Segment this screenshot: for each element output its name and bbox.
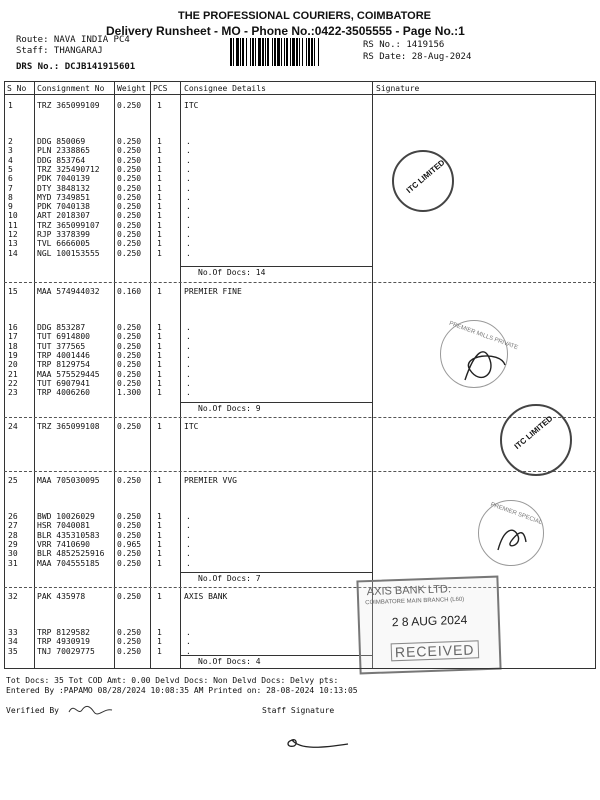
cell-cno: MYD 7349851 bbox=[37, 192, 90, 202]
route-label: Route: NAVA INDIA PC4 bbox=[16, 35, 130, 45]
docs-count: No.Of Docs: 14 bbox=[198, 268, 266, 277]
table-row bbox=[0, 637, 600, 646]
consignee-dot: . bbox=[186, 202, 191, 212]
docs-separator bbox=[180, 572, 372, 573]
cell-pcs: 1 bbox=[157, 512, 162, 521]
cell-pcs: 1 bbox=[157, 287, 162, 296]
cell-pcs: 1 bbox=[157, 332, 162, 342]
cell-sno: 26 bbox=[8, 512, 18, 521]
itc-stamp-2: ITC LIMITED bbox=[500, 404, 572, 476]
cell-consignee: ITC bbox=[184, 101, 199, 110]
cell-pcs: 1 bbox=[157, 341, 162, 351]
consignee-dot: . bbox=[186, 174, 191, 184]
cell-sno: 1 bbox=[8, 101, 13, 110]
cell-cno: VRR 7410690 bbox=[37, 539, 90, 549]
cell-pcs: 1 bbox=[157, 164, 162, 174]
docs-separator bbox=[180, 655, 372, 656]
cell-sno: 34 bbox=[8, 637, 18, 647]
cell-pcs: 1 bbox=[157, 521, 162, 531]
consignee-dot: . bbox=[186, 155, 191, 165]
table-row bbox=[0, 146, 600, 155]
verified-by-label: Verified By bbox=[6, 706, 59, 715]
cell-sno: 15 bbox=[8, 287, 18, 296]
consignee-dot: . bbox=[186, 350, 191, 360]
group-separator bbox=[4, 587, 596, 588]
consignee-dot: . bbox=[186, 530, 191, 540]
cell-cno: TRP 8129582 bbox=[37, 628, 90, 637]
docs-count: No.Of Docs: 9 bbox=[198, 404, 261, 413]
cell-pcs: 1 bbox=[157, 137, 162, 146]
consignee-dot: . bbox=[186, 323, 191, 332]
group-separator bbox=[4, 282, 596, 283]
cell-pcs: 1 bbox=[157, 239, 162, 249]
signature-premier-vvg bbox=[494, 520, 530, 556]
table-row bbox=[0, 370, 600, 379]
cell-sno: 9 bbox=[8, 202, 13, 212]
cell-sno: 25 bbox=[8, 476, 18, 485]
table-row bbox=[0, 211, 600, 220]
cell-pcs: 1 bbox=[157, 183, 162, 193]
docs-count: No.Of Docs: 4 bbox=[198, 657, 261, 666]
cell-pcs: 1 bbox=[157, 369, 162, 379]
cell-wt: 0.250 bbox=[117, 378, 142, 388]
cell-pcs: 1 bbox=[157, 549, 162, 559]
cell-cno: TRP 4006260 bbox=[37, 388, 90, 398]
cell-cno: TRZ 365099108 bbox=[37, 422, 100, 431]
cell-cno: MAA 575529445 bbox=[37, 369, 100, 379]
consignee-dot: . bbox=[186, 388, 191, 398]
consignee-dot: . bbox=[186, 637, 191, 647]
cell-sno: 8 bbox=[8, 192, 13, 202]
consignee-dot: . bbox=[186, 146, 191, 156]
cell-wt: 0.250 bbox=[117, 183, 142, 193]
cell-cno: PAK 435978 bbox=[37, 592, 86, 601]
cell-pcs: 1 bbox=[157, 323, 162, 332]
cell-pcs: 1 bbox=[157, 350, 162, 360]
cell-pcs: 1 bbox=[157, 539, 162, 549]
cell-wt: 0.250 bbox=[117, 628, 142, 637]
signature-premier-fine bbox=[460, 340, 510, 390]
company-title: THE PROFESSIONAL COURIERS, COIMBATORE bbox=[178, 10, 432, 22]
table-row bbox=[0, 287, 600, 296]
cell-pcs: 1 bbox=[157, 646, 162, 656]
table-row bbox=[0, 360, 600, 369]
cell-pcs: 1 bbox=[157, 637, 162, 647]
cell-cno: PDK 7040138 bbox=[37, 202, 90, 212]
cell-pcs: 1 bbox=[157, 388, 162, 398]
cell-sno: 2 bbox=[8, 137, 13, 146]
cell-pcs: 1 bbox=[157, 211, 162, 221]
cell-cno: PLN 2338865 bbox=[37, 146, 90, 156]
table-bottom-border bbox=[4, 668, 596, 669]
cell-pcs: 1 bbox=[157, 192, 162, 202]
cell-pcs: 1 bbox=[157, 558, 162, 568]
cell-wt: 0.250 bbox=[117, 341, 142, 351]
table-row bbox=[0, 221, 600, 230]
cell-cno: TRP 4930919 bbox=[37, 637, 90, 647]
cell-consignee: AXIS BANK bbox=[184, 592, 228, 601]
cell-wt: 0.250 bbox=[117, 164, 142, 174]
cell-sno: 5 bbox=[8, 164, 13, 174]
cell-sno: 18 bbox=[8, 341, 18, 351]
cell-wt: 0.250 bbox=[117, 646, 142, 656]
consignee-dot: . bbox=[186, 239, 191, 249]
premier-fine-stamp: PREMIER MILLS PRIVATE bbox=[440, 320, 508, 388]
cell-sno: 31 bbox=[8, 558, 18, 568]
cell-sno: 20 bbox=[8, 360, 18, 370]
consignee-dot: . bbox=[186, 332, 191, 342]
cell-cno: TRZ 365099107 bbox=[37, 220, 100, 230]
cell-sno: 12 bbox=[8, 230, 18, 239]
cell-wt: 0.250 bbox=[117, 192, 142, 202]
cell-consignee: PREMIER FINE bbox=[184, 287, 242, 296]
table-row bbox=[0, 184, 600, 193]
cell-pcs: 1 bbox=[157, 202, 162, 212]
cell-pcs: 1 bbox=[157, 422, 162, 431]
col-header-consignee: Consignee Details bbox=[184, 84, 266, 93]
staff-signature bbox=[282, 728, 352, 758]
itc-stamp-1: ITC LIMITED bbox=[392, 150, 454, 212]
cell-wt: 1.300 bbox=[117, 388, 142, 398]
cell-wt: 0.250 bbox=[117, 248, 142, 258]
cell-wt: 0.250 bbox=[117, 202, 142, 212]
consignee-dot: . bbox=[186, 220, 191, 230]
cell-sno: 4 bbox=[8, 155, 13, 165]
group-separator bbox=[4, 471, 596, 472]
table-row bbox=[0, 323, 600, 332]
col-header-weight: Weight bbox=[117, 84, 146, 93]
consignee-dot: . bbox=[186, 558, 191, 568]
cell-wt: 0.250 bbox=[117, 476, 142, 485]
cell-cno: BLR 435310583 bbox=[37, 530, 100, 540]
cell-pcs: 1 bbox=[157, 530, 162, 540]
cell-sno: 16 bbox=[8, 323, 18, 332]
cell-sno: 10 bbox=[8, 211, 18, 221]
cell-wt: 0.250 bbox=[117, 549, 142, 559]
consignee-dot: . bbox=[186, 646, 191, 656]
consignee-dot: . bbox=[186, 192, 191, 202]
cell-wt: 0.965 bbox=[117, 539, 142, 549]
consignee-dot: . bbox=[186, 183, 191, 193]
table-row bbox=[0, 174, 600, 183]
cell-sno: 13 bbox=[8, 239, 18, 249]
drs-number: DRS No.: DCJB141915601 bbox=[16, 62, 136, 72]
cell-pcs: 1 bbox=[157, 155, 162, 165]
cell-wt: 0.250 bbox=[117, 220, 142, 230]
table-row bbox=[0, 249, 600, 258]
cell-wt: 0.250 bbox=[117, 521, 142, 531]
cell-cno: TUT 6907941 bbox=[37, 378, 90, 388]
cell-wt: 0.250 bbox=[117, 512, 142, 521]
cell-cno: MAA 705030095 bbox=[37, 476, 100, 485]
runsheet-title: Delivery Runsheet - MO - Phone No.:0422-3505555 - Page No.:1 bbox=[106, 24, 465, 38]
cell-cno: MAA 704555185 bbox=[37, 558, 100, 568]
col-header-sno: S No bbox=[7, 84, 27, 93]
cell-sno: 6 bbox=[8, 174, 13, 184]
rs-date: RS Date: 28-Aug-2024 bbox=[363, 52, 472, 62]
cell-sno: 21 bbox=[8, 369, 18, 379]
cell-cno: TUT 377565 bbox=[37, 341, 86, 351]
cell-sno: 22 bbox=[8, 378, 18, 388]
consignee-dot: . bbox=[186, 628, 191, 637]
cell-wt: 0.250 bbox=[117, 155, 142, 165]
cell-sno: 23 bbox=[8, 388, 18, 398]
table-row bbox=[0, 202, 600, 211]
cell-sno: 28 bbox=[8, 530, 18, 540]
consignee-dot: . bbox=[186, 369, 191, 379]
cell-pcs: 1 bbox=[157, 248, 162, 258]
cell-wt: 0.250 bbox=[117, 637, 142, 647]
consignee-dot: . bbox=[186, 164, 191, 174]
cell-pcs: 1 bbox=[157, 220, 162, 230]
col-header-consignment: Consignment No bbox=[37, 84, 105, 93]
table-row bbox=[0, 388, 600, 397]
staff-label: Staff: THANGARAJ bbox=[16, 46, 103, 56]
cell-wt: 0.250 bbox=[117, 422, 142, 431]
cell-cno: TVL 6666005 bbox=[37, 239, 90, 249]
table-row bbox=[0, 193, 600, 202]
verified-signature bbox=[66, 700, 116, 720]
cell-wt: 0.250 bbox=[117, 350, 142, 360]
cell-cno: PDK 7040139 bbox=[37, 174, 90, 184]
premier-vvg-stamp: PREMIER SPECIAL bbox=[478, 500, 544, 566]
cell-pcs: 1 bbox=[157, 230, 162, 239]
cell-pcs: 1 bbox=[157, 360, 162, 370]
cell-sno: 24 bbox=[8, 422, 18, 431]
cell-wt: 0.160 bbox=[117, 287, 142, 296]
table-row bbox=[0, 592, 600, 601]
table-row bbox=[0, 628, 600, 637]
cell-wt: 0.250 bbox=[117, 174, 142, 184]
cell-pcs: 1 bbox=[157, 628, 162, 637]
cell-sno: 17 bbox=[8, 332, 18, 342]
cell-sno: 32 bbox=[8, 592, 18, 601]
cell-cno: DDG 853764 bbox=[37, 155, 86, 165]
cell-consignee: ITC bbox=[184, 422, 199, 431]
table-row bbox=[0, 156, 600, 165]
consignee-dot: . bbox=[186, 360, 191, 370]
cell-sno: 33 bbox=[8, 628, 18, 637]
consignee-dot: . bbox=[186, 539, 191, 549]
cell-cno: DTY 3848132 bbox=[37, 183, 90, 193]
consignee-dot: . bbox=[186, 137, 191, 146]
cell-cno: DDG 850069 bbox=[37, 137, 86, 146]
rs-number: RS No.: 1419156 bbox=[363, 40, 445, 50]
cell-wt: 0.250 bbox=[117, 239, 142, 249]
cell-pcs: 1 bbox=[157, 476, 162, 485]
cell-cno: RJP 3378399 bbox=[37, 230, 90, 239]
cell-wt: 0.250 bbox=[117, 530, 142, 540]
cell-cno: BWD 10026029 bbox=[37, 512, 95, 521]
cell-cno: TRZ 325490712 bbox=[37, 164, 100, 174]
table-row bbox=[0, 230, 600, 239]
cell-wt: 0.250 bbox=[117, 230, 142, 239]
consignee-dot: . bbox=[186, 521, 191, 531]
cell-wt: 0.250 bbox=[117, 323, 142, 332]
cell-wt: 0.250 bbox=[117, 101, 142, 110]
entered-by-line: Entered By :PAPAMO 08/28/2024 10:08:35 AM Printed on: 28-08-2024 10:13:05 bbox=[6, 686, 358, 695]
docs-separator bbox=[180, 402, 372, 403]
barcode bbox=[230, 38, 356, 66]
table-row bbox=[0, 239, 600, 248]
cell-pcs: 1 bbox=[157, 378, 162, 388]
cell-cno: DDG 853287 bbox=[37, 323, 86, 332]
cell-cno: MAA 574944032 bbox=[37, 287, 100, 296]
cell-wt: 0.250 bbox=[117, 146, 142, 156]
cell-wt: 0.250 bbox=[117, 360, 142, 370]
cell-pcs: 1 bbox=[157, 101, 162, 110]
docs-count: No.Of Docs: 7 bbox=[198, 574, 261, 583]
cell-sno: 35 bbox=[8, 646, 18, 656]
consignee-dot: . bbox=[186, 248, 191, 258]
cell-sno: 30 bbox=[8, 549, 18, 559]
consignee-dot: . bbox=[186, 230, 191, 239]
table-row bbox=[0, 351, 600, 360]
totals-line: Tot Docs: 35 Tot COD Amt: 0.00 Delvd Docs: Non Delvd Docs: Delvy pts: bbox=[6, 676, 339, 685]
cell-cno: TNJ 70029775 bbox=[37, 646, 95, 656]
cell-cno: BLR 4852525916 bbox=[37, 549, 105, 559]
table-row bbox=[0, 137, 600, 146]
table-row bbox=[0, 379, 600, 388]
table-row bbox=[0, 165, 600, 174]
cell-cno: ART 2018307 bbox=[37, 211, 90, 221]
consignee-dot: . bbox=[186, 378, 191, 388]
consignee-dot: . bbox=[186, 549, 191, 559]
cell-cno: TRZ 365099109 bbox=[37, 101, 100, 110]
cell-consignee: PREMIER VVG bbox=[184, 476, 237, 485]
cell-pcs: 1 bbox=[157, 146, 162, 156]
cell-sno: 7 bbox=[8, 183, 13, 193]
docs-separator bbox=[180, 266, 372, 267]
cell-wt: 0.250 bbox=[117, 332, 142, 342]
cell-wt: 0.250 bbox=[117, 369, 142, 379]
cell-sno: 11 bbox=[8, 220, 18, 230]
cell-cno: TUT 6914800 bbox=[37, 332, 90, 342]
cell-wt: 0.250 bbox=[117, 211, 142, 221]
col-header-pcs: PCS bbox=[153, 84, 168, 93]
cell-wt: 0.250 bbox=[117, 592, 142, 601]
cell-sno: 29 bbox=[8, 539, 18, 549]
cell-wt: 0.250 bbox=[117, 558, 142, 568]
cell-cno: TRP 4001446 bbox=[37, 350, 90, 360]
cell-sno: 14 bbox=[8, 248, 18, 258]
cell-wt: 0.250 bbox=[117, 137, 142, 146]
table-row bbox=[0, 101, 600, 110]
cell-pcs: 1 bbox=[157, 592, 162, 601]
col-header-signature: Signature bbox=[376, 84, 420, 93]
table-top-border bbox=[4, 81, 596, 82]
cell-cno: TRP 8129754 bbox=[37, 360, 90, 370]
axis-bank-stamp: AXIS BANK LTD. COIMBATORE MAIN BRANCH (L60) 2 8 AUG 2024 RECEIVED bbox=[356, 576, 501, 675]
consignee-dot: . bbox=[186, 341, 191, 351]
table-row bbox=[0, 332, 600, 341]
cell-cno: NGL 100153555 bbox=[37, 248, 100, 258]
cell-sno: 19 bbox=[8, 350, 18, 360]
consignee-dot: . bbox=[186, 211, 191, 221]
cell-cno: HSR 7040081 bbox=[37, 521, 90, 531]
table-row bbox=[0, 476, 600, 485]
staff-signature-label: Staff Signature bbox=[262, 706, 335, 715]
consignee-dot: . bbox=[186, 512, 191, 521]
cell-pcs: 1 bbox=[157, 174, 162, 184]
table-header-border bbox=[4, 94, 596, 95]
cell-sno: 27 bbox=[8, 521, 18, 531]
cell-sno: 3 bbox=[8, 146, 13, 156]
